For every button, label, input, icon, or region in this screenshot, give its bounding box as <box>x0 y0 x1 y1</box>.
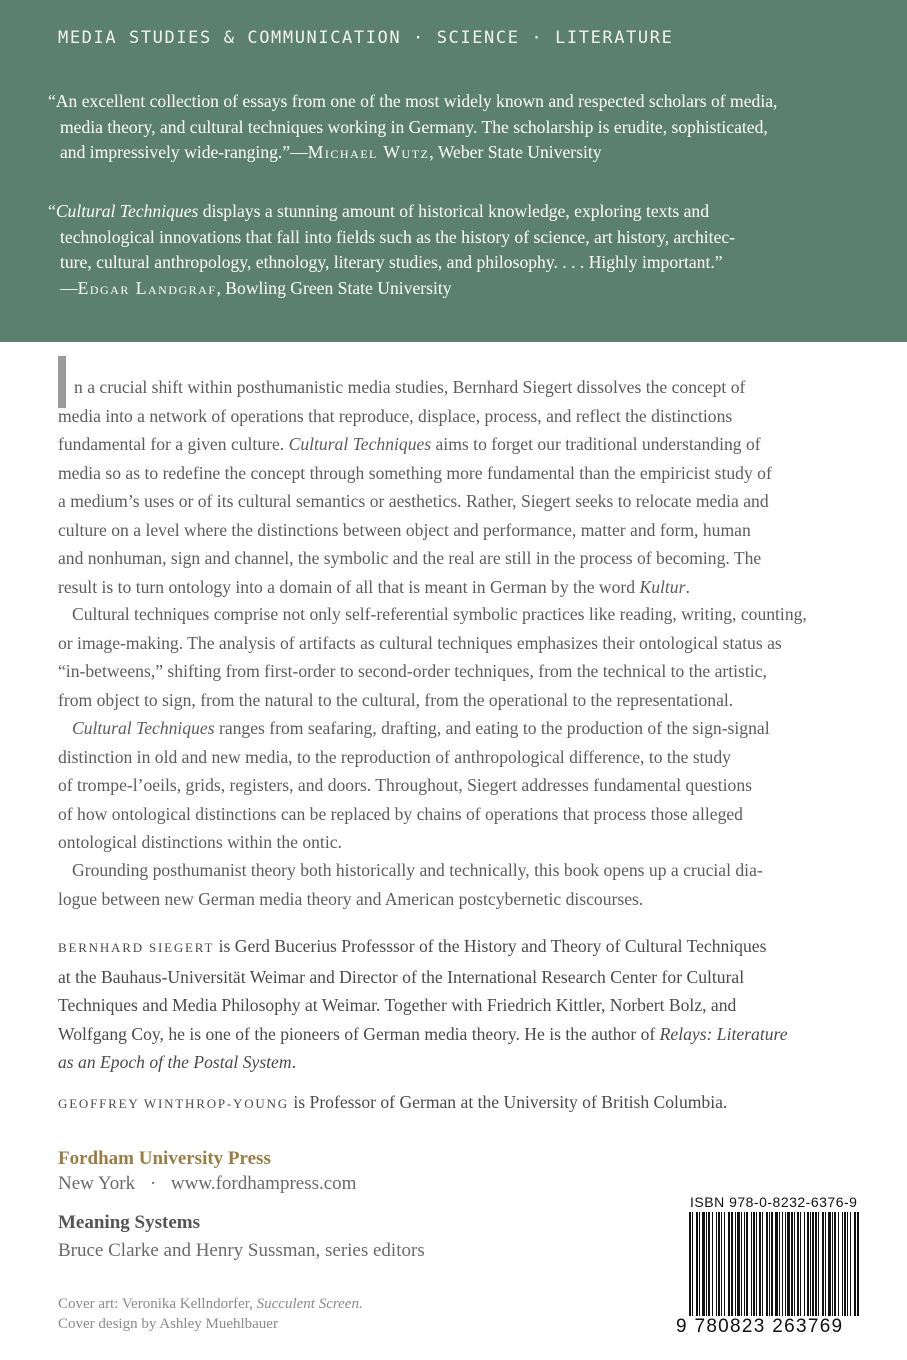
description-paragraph-3: Cultural Techniques ranges from seafaring, drafting, and eating to the production of the sign-signal distinction in old and new media, to the reproduction of anthropological difference, to the study of trompe-l’oeils, grids, registers, and doors. Throughout, Siegert addresses fundamental questions of how ontological distinctions can be replaced by chains of operations that process those alleged ontological distinctions within the ontic. <box>58 718 770 852</box>
barcode-bar <box>699 1212 700 1316</box>
barcode-bar <box>731 1212 733 1316</box>
barcode-bar <box>769 1212 770 1316</box>
barcode-bar <box>741 1212 742 1316</box>
barcode-bar <box>718 1212 720 1316</box>
category-line: MEDIA STUDIES & COMMUNICATION · SCIENCE · LITERATURE <box>58 28 674 48</box>
barcode-bar <box>716 1212 717 1316</box>
bio-siegert: BERNHARD SIEGERT is Gerd Bucerius Professsor of the History and Theory of Cultural Techniques at the Bauhaus-Universität Weimar and Director of the International Research Center for Cultural Techniques and Media Philosophy at Weimar. Together with Friedrich Kittler, Norbert Bolz, and Wolfgang Coy, he is one of the pioneers of German media theory. He is the author of Relays: Literature as an Epoch of the Postal System. <box>58 936 788 1072</box>
barcode-bar <box>832 1212 833 1316</box>
barcode-bar <box>854 1212 856 1316</box>
barcode-bar <box>844 1212 846 1316</box>
separator-dot: · <box>149 1173 157 1194</box>
publisher-name: Fordham University Press <box>58 1148 271 1169</box>
barcode-digits: 9 780823 263769 <box>676 1316 844 1337</box>
blurb-line: and impressively wide-ranging.”—Michael Wutz, Weber State University <box>60 142 602 162</box>
barcode-bar <box>828 1212 831 1316</box>
barcode-bar <box>737 1212 740 1316</box>
barcode-bar <box>759 1212 761 1316</box>
barcode-bar <box>766 1212 768 1316</box>
barcode-bar <box>815 1212 817 1316</box>
barcode-bar <box>797 1212 799 1316</box>
barcode-bar <box>771 1212 773 1316</box>
barcode-bar <box>696 1212 698 1316</box>
blurb-author: Edgar Landgraf <box>77 277 217 298</box>
endorsement-panel <box>0 0 907 342</box>
barcode-bar <box>724 1212 725 1316</box>
barcode-graphic <box>687 1212 863 1316</box>
description-paragraph-1: n a crucial shift within posthumanistic media studies, Bernhard Siegert dissolves the concept of media into a network of operations that reproduce, displace, process, and reflect the distinctions fundamental for a given culture. Cultural Techniques aims to forget our traditional understanding of media so as to redefine the concept through something more fundamental than the empiricist study of a medium’s uses or of its cultural semantics or aesthetics. Rather, Siegert seeks to relocate media and culture on a level where the distinctions between object and performance, matter and form, human and nonhuman, sign and channel, the symbolic and the real are still in the process of becoming. The result is to turn ontology into a domain of all that is meant in German by the word Kultur. <box>58 377 772 597</box>
barcode-bar <box>818 1212 819 1316</box>
translator-name: GEOFFREY WINTHROP-YOUNG <box>58 1096 289 1111</box>
blurb-wutz <box>48 89 868 166</box>
blurb-line: “An excellent collection of essays from one of the most widely known and respected scholars of media, <box>48 91 778 111</box>
author-name: BERNHARD SIEGERT <box>58 940 215 955</box>
barcode-bar <box>838 1212 839 1316</box>
barcode-bar <box>834 1212 836 1316</box>
barcode-bar <box>746 1212 748 1316</box>
series-title: Meaning Systems <box>58 1212 200 1233</box>
barcode-bar <box>804 1212 805 1316</box>
barcode-bar <box>712 1212 713 1316</box>
barcode-bar <box>785 1212 786 1316</box>
barcode-bar <box>706 1212 707 1316</box>
barcode-bar <box>756 1212 757 1316</box>
publisher-city: New York <box>58 1173 136 1194</box>
barcode-bar <box>800 1212 801 1316</box>
barcode-bar <box>751 1212 752 1316</box>
barcode-bar <box>850 1212 851 1316</box>
barcode-bar <box>753 1212 755 1316</box>
publisher-website[interactable]: www.fordhampress.com <box>170 1173 357 1194</box>
barcode-bar <box>822 1212 824 1316</box>
barcode-bar <box>791 1212 793 1316</box>
barcode-bar <box>857 1212 859 1316</box>
barcode-bar <box>721 1212 722 1316</box>
barcode-bar <box>825 1212 826 1316</box>
series-editors: Bruce Clarke and Henry Sussman, series editors <box>58 1240 425 1261</box>
barcode-bar <box>762 1212 763 1316</box>
barcode-bar <box>728 1212 730 1316</box>
description-paragraph-2: Cultural techniques comprise not only self-referential symbolic practices like reading, writing, counting, or image-making. The analysis of artifacts as cultural techniques emphasizes their ontological status as “in-betweens,” shifting from first-order to second-order techniques, from the technical to the artistic, from object to sign, from the natural to the cultural, from the operational to the representational. <box>58 604 807 710</box>
blurb-line: —Edgar Landgraf, Bowling Green State University <box>60 277 452 298</box>
blurb-author: Michael Wutz <box>307 142 430 162</box>
barcode-bar <box>744 1212 745 1316</box>
book-title: Cultural Techniques <box>55 201 199 221</box>
barcode-bar <box>842 1212 843 1316</box>
barcode-bar <box>787 1212 790 1316</box>
barcode-bar <box>847 1212 848 1316</box>
barcode-bar <box>735 1212 736 1316</box>
barcode-bar <box>708 1212 710 1316</box>
cover-credits: Cover art: Veronika Kellndorfer, Succulent Screen. Cover design by Ashley Muehlbauer <box>58 1296 363 1332</box>
blurb-landgraf <box>48 199 868 301</box>
barcode-bar <box>782 1212 783 1316</box>
barcode-bar <box>794 1212 795 1316</box>
isbn-label: ISBN 978-0-8232-6376-9 <box>690 1194 858 1210</box>
barcode-bar <box>689 1212 691 1316</box>
description-paragraph-4: Grounding posthumanist theory both historically and technically, this book opens up a crucial dia- logue between new German media theory and American postcybernetic discourses. <box>58 860 763 909</box>
blurb-line: technological innovations that fall into fields such as the history of science, art history, architec- <box>60 226 736 247</box>
barcode-bar <box>779 1212 780 1316</box>
blurb-line: ture, cultural anthropology, ethnology, literary studies, and philosophy. . . . Highly important.” <box>60 252 723 272</box>
barcode-bar <box>810 1212 811 1316</box>
blurb-line: “Cultural Techniques displays a stunning amount of historical knowledge, exploring texts and <box>48 201 709 221</box>
barcode-bar <box>807 1212 809 1316</box>
publisher-location <box>58 1173 356 1195</box>
bio-winthrop-young: GEOFFREY WINTHROP-YOUNG is Professor of German at the University of British Columbia. <box>58 1092 728 1112</box>
barcode-bar <box>702 1212 705 1316</box>
barcode-bar <box>692 1212 693 1316</box>
barcode-bar <box>812 1212 814 1316</box>
barcode-bar <box>775 1212 778 1316</box>
blurb-line: media theory, and cultural techniques working in Germany. The scholarship is erudite, sophisticated, <box>60 116 768 137</box>
